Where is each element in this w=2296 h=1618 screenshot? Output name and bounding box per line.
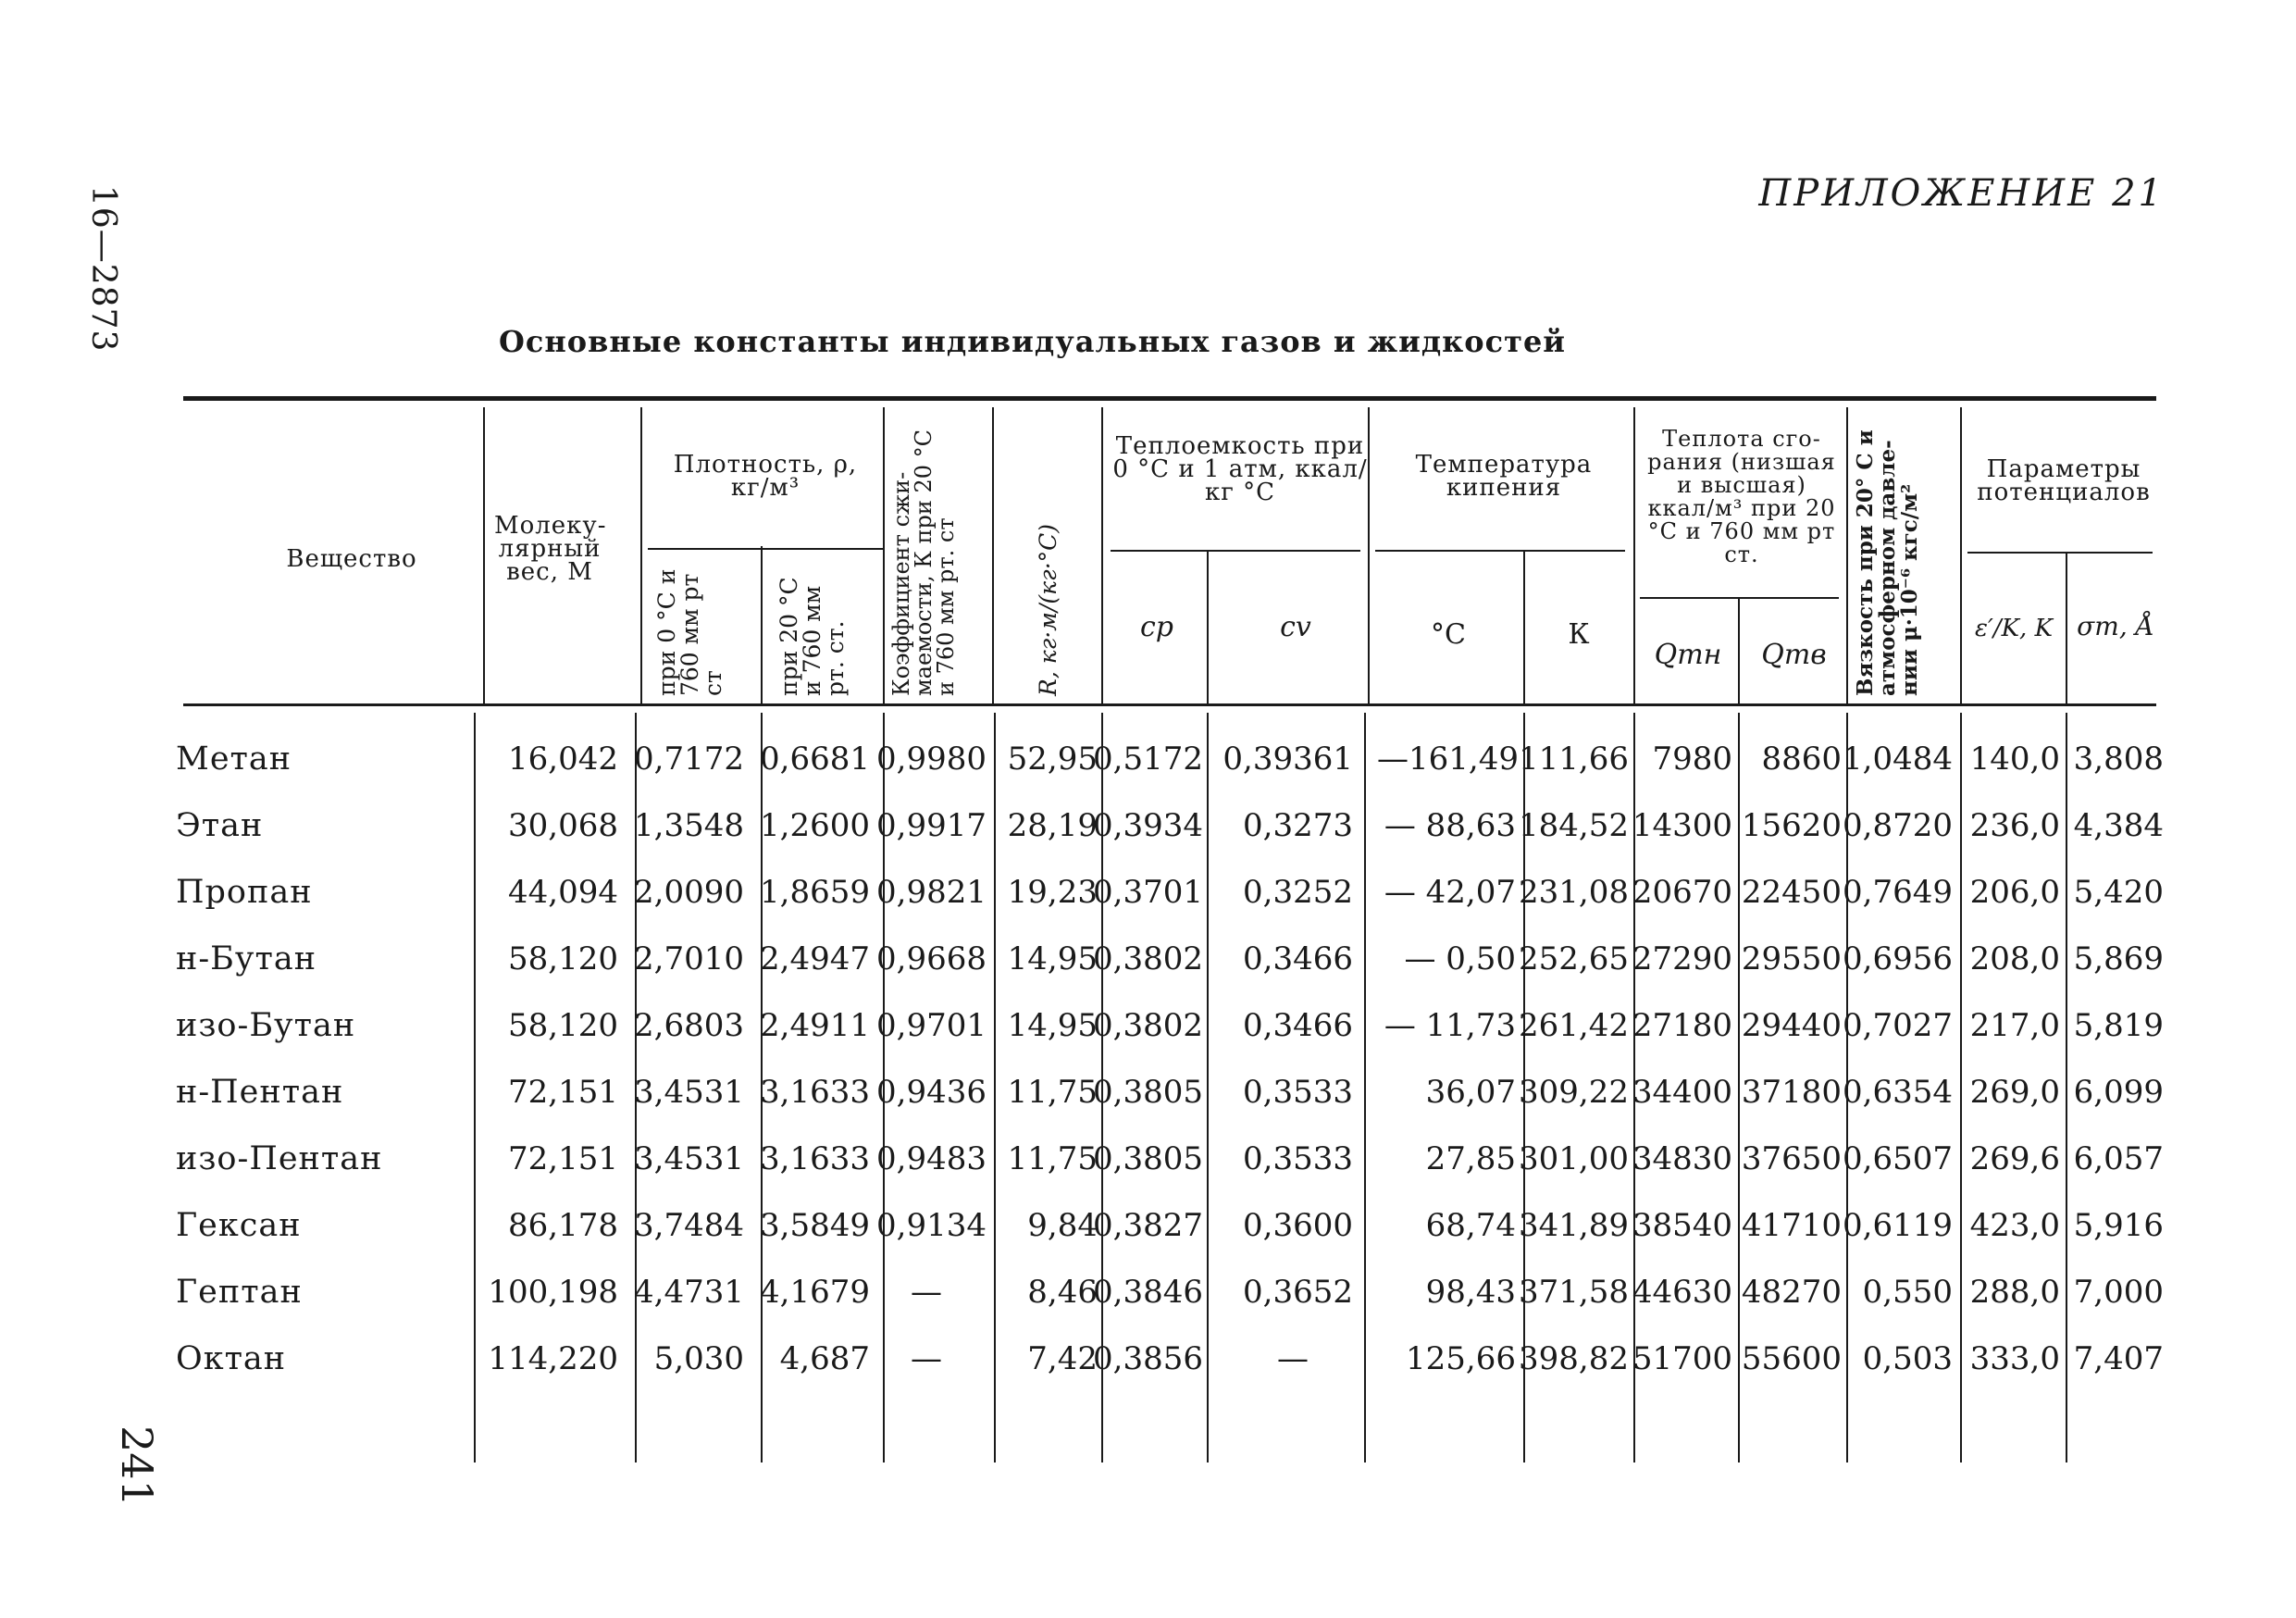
table-cell: 1,8659	[760, 874, 870, 911]
table-cell: 15620	[1741, 807, 1842, 844]
table-cell: 0,3802	[1093, 1007, 1203, 1044]
table-cell: 5,030	[653, 1340, 744, 1377]
table-cell: 0,8720	[1843, 807, 1953, 844]
table-cell: 37180	[1741, 1074, 1842, 1111]
divider	[1738, 597, 1740, 703]
table-cell: 51700	[1632, 1340, 1732, 1377]
divider	[1960, 407, 1962, 703]
table-cell: 269,0	[1969, 1074, 2060, 1111]
table-cell: 34830	[1632, 1140, 1732, 1177]
table-cell: —	[911, 1340, 942, 1377]
table-cell: 29550	[1741, 940, 1842, 977]
table-cell: 9,84	[1027, 1207, 1098, 1244]
divider	[640, 407, 642, 703]
divider	[483, 407, 485, 703]
header-sigma: σm, Å	[2077, 611, 2154, 641]
table-cell: 371,58	[1519, 1274, 1629, 1311]
table-cell: 98,43	[1425, 1274, 1516, 1311]
table-cell: — 88,63	[1384, 807, 1516, 844]
table-cell: 269,6	[1969, 1140, 2060, 1177]
table-cell: 41710	[1741, 1207, 1842, 1244]
table-cell: 217,0	[1969, 1007, 2060, 1044]
substance-name: Пропан	[176, 874, 313, 911]
table-cell: 2,7010	[634, 940, 744, 977]
substance-name: н-Бутан	[176, 940, 317, 977]
table-cell: 0,7649	[1843, 874, 1953, 911]
divider	[761, 546, 763, 703]
table-cell: 27180	[1632, 1007, 1732, 1044]
substance-name: Метан	[176, 741, 292, 778]
substance-name: Этан	[176, 807, 264, 844]
table-cell: 140,0	[1969, 741, 2060, 778]
table-cell: 341,89	[1519, 1207, 1629, 1244]
table-cell: 114,220	[488, 1340, 618, 1377]
table-cell: 37650	[1741, 1140, 1842, 1177]
table-cell: —161,49	[1377, 741, 1519, 778]
table-cell: 22450	[1741, 874, 1842, 911]
table-cell: 4,1679	[760, 1274, 870, 1311]
table-cell: 0,9917	[876, 807, 987, 844]
table-cell: 301,00	[1519, 1140, 1629, 1177]
header-heat-combustion: Теплота сго-рания (низшая и высшая) ккал/м³ при 20 °С и 760 мм рт ст.	[1647, 426, 1836, 567]
table-cell: 0,7027	[1843, 1007, 1953, 1044]
header-boiling: Температура кипения	[1415, 451, 1593, 502]
table-cell: 0,9483	[876, 1140, 987, 1177]
header-q-high: Qтв	[1761, 639, 1827, 671]
table-cell: 7,42	[1027, 1340, 1098, 1377]
table-cell: 7,407	[2073, 1340, 2164, 1377]
table-cell: 0,3466	[1243, 940, 1353, 977]
header-eps-k: ε′/K, K	[1975, 615, 2053, 642]
table-cell: 3,7484	[634, 1207, 744, 1244]
divider	[1846, 407, 1848, 703]
table-cell: 1,2600	[760, 807, 870, 844]
table-cell: 2,6803	[634, 1007, 744, 1044]
table-cell: 0,3533	[1243, 1140, 1353, 1177]
table-cell: 0,9436	[876, 1074, 987, 1111]
divider	[1375, 550, 1625, 552]
table-cell: 3,4531	[634, 1074, 744, 1111]
header-boil-c: °С	[1431, 618, 1466, 651]
header-boil-k: К	[1568, 618, 1590, 651]
divider	[1111, 550, 1360, 552]
divider	[1967, 552, 2153, 554]
header-bottom-rule	[183, 703, 2156, 706]
table-cell: 0,7172	[634, 741, 744, 778]
table-cell: 2,4947	[760, 940, 870, 977]
table-cell: 8,46	[1027, 1274, 1098, 1311]
table-cell: 3,5849	[760, 1207, 870, 1244]
table-cell: 125,66	[1406, 1340, 1516, 1377]
table-cell: 0,3856	[1093, 1340, 1203, 1377]
table-cell: 48270	[1741, 1274, 1842, 1311]
divider	[1207, 713, 1209, 1462]
table-cell: 0,3533	[1243, 1074, 1353, 1111]
table-cell: 0,3802	[1093, 940, 1203, 977]
table-cell: 261,42	[1519, 1007, 1629, 1044]
table-cell: 34400	[1632, 1074, 1732, 1111]
table-cell: 8860	[1761, 741, 1842, 778]
header-density-20: при 20 °С и 760 мм рт. ст.	[776, 577, 849, 696]
table-cell: 0,3827	[1093, 1207, 1203, 1244]
table-cell: 0,39361	[1222, 741, 1353, 778]
divider	[1523, 551, 1525, 703]
divider	[1101, 407, 1103, 703]
table-cell: 288,0	[1969, 1274, 2060, 1311]
table-cell: 58,120	[508, 1007, 618, 1044]
table-cell: 3,1633	[760, 1140, 870, 1177]
table-cell: 309,22	[1519, 1074, 1629, 1111]
table-cell: 16,042	[508, 741, 618, 778]
table-cell: 423,0	[1969, 1207, 2060, 1244]
header-compressibility: Коэффициент сжи-маемости, К при 20 °С и 760 мм рт. ст	[888, 429, 959, 696]
header-density-0: при 0 °С и 760 мм рт ст	[653, 568, 726, 696]
table-cell: 0,9980	[876, 741, 987, 778]
table-cell: 333,0	[1969, 1340, 2060, 1377]
divider	[1364, 713, 1366, 1462]
table-cell: 72,151	[508, 1074, 618, 1111]
table-cell: 2,4911	[760, 1007, 870, 1044]
divider	[648, 548, 883, 550]
table-cell: 111,66	[1519, 741, 1629, 778]
header-cp: cp	[1139, 611, 1173, 643]
table-cell: 252,65	[1519, 940, 1629, 977]
table-cell: 5,916	[2073, 1207, 2164, 1244]
table-title: Основные константы индивидуальных газов и жидкостей	[498, 324, 1567, 359]
header-substance: Вещество	[286, 545, 417, 573]
table-cell: 3,1633	[760, 1074, 870, 1111]
table-cell: 52,95	[1007, 741, 1098, 778]
table-cell: 0,3934	[1093, 807, 1203, 844]
header-gas-constant: R, кг·м/(кг·°С)	[1035, 523, 1061, 696]
table-cell: 0,3252	[1243, 874, 1353, 911]
table-cell: 7,000	[2073, 1274, 2164, 1311]
table-cell: 0,3846	[1093, 1274, 1203, 1311]
divider	[1633, 407, 1635, 703]
table-cell: 4,4731	[634, 1274, 744, 1311]
margin-code: 16—2873	[84, 185, 122, 353]
divider	[1207, 551, 1209, 703]
table-cell: 0,6119	[1843, 1207, 1953, 1244]
table-cell: 30,068	[508, 807, 618, 844]
table-cell: 0,3805	[1093, 1074, 1203, 1111]
divider	[1640, 597, 1839, 599]
table-cell: 55600	[1741, 1340, 1842, 1377]
substance-name: изо-Бутан	[176, 1007, 356, 1044]
appendix-label: ПРИЛОЖЕНИЕ 21	[1758, 172, 2165, 215]
table-cell: 36,07	[1425, 1074, 1516, 1111]
table-cell: 206,0	[1969, 874, 2060, 911]
table-cell: 208,0	[1969, 940, 2060, 977]
table-cell: 184,52	[1519, 807, 1629, 844]
table-cell: — 42,07	[1384, 874, 1516, 911]
table-cell: 0,9701	[876, 1007, 987, 1044]
table-cell: 14,95	[1007, 1007, 1098, 1044]
table-cell: 58,120	[508, 940, 618, 977]
table-cell: 0,3466	[1243, 1007, 1353, 1044]
table-cell: 0,9134	[876, 1207, 987, 1244]
header-mol-weight: Молеку-лярный вес, М	[494, 512, 607, 586]
table-cell: 0,5172	[1093, 741, 1203, 778]
table-cell: 1,3548	[634, 807, 744, 844]
table-cell: 38540	[1632, 1207, 1732, 1244]
table-cell: 5,420	[2073, 874, 2164, 911]
table-cell: 14,95	[1007, 940, 1098, 977]
table-cell: 2,0090	[634, 874, 744, 911]
table-cell: 1,0484	[1843, 741, 1953, 778]
table-cell: 11,75	[1007, 1074, 1098, 1111]
table-cell: 0,3805	[1093, 1140, 1203, 1177]
table-cell: 6,057	[2073, 1140, 2164, 1177]
table-cell: 398,82	[1519, 1340, 1629, 1377]
table-cell: 4,384	[2073, 807, 2164, 844]
table-cell: 0,9821	[876, 874, 987, 911]
table-cell: —	[911, 1274, 942, 1311]
table-cell: 0,3652	[1243, 1274, 1353, 1311]
divider	[474, 713, 476, 1462]
header-heat-capacity: Теплоемкость при 0 °С и 1 атм, ккал/кг °С	[1112, 432, 1368, 506]
divider	[992, 407, 994, 703]
substance-name: Октан	[176, 1340, 287, 1377]
table-cell: —	[1277, 1340, 1309, 1377]
table-cell: 44,094	[508, 874, 618, 911]
table-cell: 29440	[1741, 1007, 1842, 1044]
table-cell: 20670	[1632, 874, 1732, 911]
table-cell: 0,6681	[760, 741, 870, 778]
table-cell: 86,178	[508, 1207, 618, 1244]
page-number: 241	[112, 1425, 162, 1507]
table-cell: 72,151	[508, 1140, 618, 1177]
table-cell: 27290	[1632, 940, 1732, 977]
table-cell: 5,869	[2073, 940, 2164, 977]
table-cell: 4,687	[779, 1340, 870, 1377]
table-cell: 100,198	[488, 1274, 618, 1311]
table-cell: 6,099	[2073, 1074, 2164, 1111]
header-viscosity: Вязкость при 20° С и атмосферном давле-нии μ·10⁻⁶ кгс/м²	[1853, 429, 1922, 696]
table-cell: 0,6507	[1843, 1140, 1953, 1177]
header-density: Плотность, ρ, кг/м³	[673, 451, 858, 502]
table-cell: 11,75	[1007, 1140, 1098, 1177]
table-cell: 0,3600	[1243, 1207, 1353, 1244]
table-cell: 0,3701	[1093, 874, 1203, 911]
table-cell: — 11,73	[1384, 1007, 1516, 1044]
table-cell: 7980	[1652, 741, 1732, 778]
table-cell: 19,23	[1007, 874, 1098, 911]
substance-name: изо-Пентан	[176, 1140, 383, 1177]
header-potential: Параметры потенциалов	[1977, 455, 2151, 506]
table-cell: 0,6354	[1843, 1074, 1953, 1111]
table-cell: 231,08	[1519, 874, 1629, 911]
substance-name: н-Пентан	[176, 1074, 344, 1111]
table-cell: 0,503	[1862, 1340, 1953, 1377]
table-cell: 0,9668	[876, 940, 987, 977]
table-cell: 14300	[1632, 807, 1732, 844]
table-cell: 3,4531	[634, 1140, 744, 1177]
table-cell: 0,3273	[1243, 807, 1353, 844]
table-cell: 27,85	[1425, 1140, 1516, 1177]
table-cell: 3,808	[2073, 741, 2164, 778]
table-cell: 44630	[1632, 1274, 1732, 1311]
table-cell: 236,0	[1969, 807, 2060, 844]
divider	[2066, 554, 2067, 703]
table-cell: 5,819	[2073, 1007, 2164, 1044]
divider	[883, 407, 885, 703]
table-cell: 68,74	[1425, 1207, 1516, 1244]
table-cell: — 0,50	[1404, 940, 1516, 977]
table-cell: 28,19	[1007, 807, 1098, 844]
table-cell: 0,550	[1862, 1274, 1953, 1311]
header-q-low: Qтн	[1654, 639, 1722, 671]
table-cell: 0,6956	[1843, 940, 1953, 977]
substance-name: Гептан	[176, 1274, 303, 1311]
header-cv: cv	[1280, 611, 1311, 643]
substance-name: Гексан	[176, 1207, 302, 1244]
